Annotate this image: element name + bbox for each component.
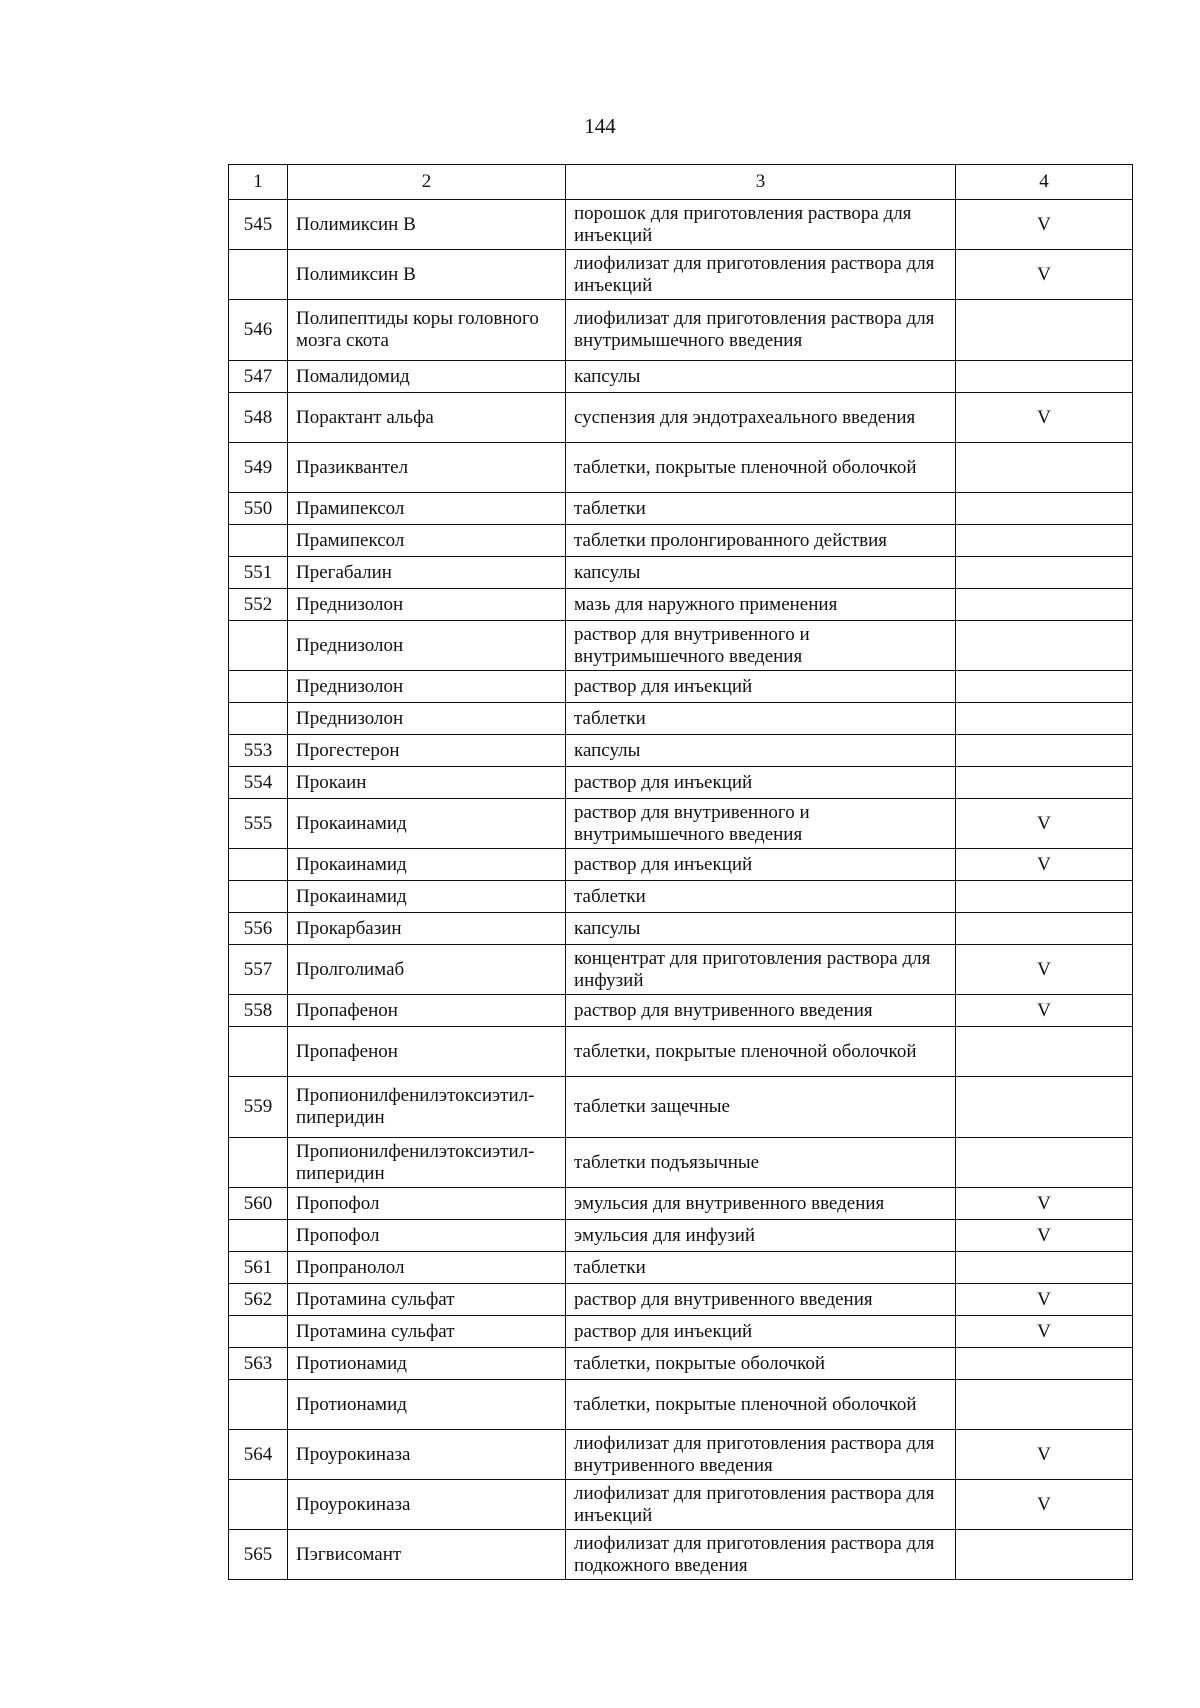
table-body (229, 200, 1133, 1580)
v-mark: V (956, 250, 1133, 300)
dosage-form: раствор для внутривенного введения (566, 1284, 956, 1316)
dosage-form: капсулы (566, 557, 956, 589)
drug-name: Прокарбазин (288, 913, 566, 945)
table-row (229, 995, 1133, 1027)
v-mark (956, 589, 1133, 621)
v-mark: V (956, 995, 1133, 1027)
dosage-form: порошок для приготовления раствора для инъекций (566, 200, 956, 250)
table-row (229, 589, 1133, 621)
v-mark (956, 1077, 1133, 1138)
dosage-form: суспензия для эндотрахеального введения (566, 393, 956, 443)
row-number: 563 (229, 1348, 288, 1380)
dosage-form: таблетки, покрытые пленочной оболочкой (566, 443, 956, 493)
drug-name: Пропофол (288, 1188, 566, 1220)
dosage-form: лиофилизат для приготовления раствора для подкожного введения (566, 1530, 956, 1580)
dosage-form: раствор для инъекций (566, 767, 956, 799)
row-number: 549 (229, 443, 288, 493)
dosage-form: раствор для внутривенного введения (566, 995, 956, 1027)
table-row (229, 945, 1133, 995)
table-row (229, 1027, 1133, 1077)
row-number: 556 (229, 913, 288, 945)
row-number (229, 849, 288, 881)
dosage-form: лиофилизат для приготовления раствора для инъекций (566, 250, 956, 300)
drug-name: Преднизолон (288, 621, 566, 671)
dosage-form: капсулы (566, 913, 956, 945)
v-mark (956, 557, 1133, 589)
v-mark (956, 621, 1133, 671)
drug-name: Прокаин (288, 767, 566, 799)
row-number: 547 (229, 361, 288, 393)
dosage-form: таблетки подъязычные (566, 1138, 956, 1188)
dosage-form: таблетки, покрытые пленочной оболочкой (566, 1027, 956, 1077)
table-row (229, 443, 1133, 493)
table-row (229, 671, 1133, 703)
drug-name: Пропионилфенилэтоксиэтил-пиперидин (288, 1077, 566, 1138)
header-row (229, 165, 1133, 200)
row-number: 558 (229, 995, 288, 1027)
dosage-form: таблетки пролонгированного действия (566, 525, 956, 557)
table-row (229, 1188, 1133, 1220)
drug-name: Прегабалин (288, 557, 566, 589)
dosage-form: таблетки (566, 703, 956, 735)
row-number (229, 881, 288, 913)
row-number (229, 1316, 288, 1348)
table-row (229, 200, 1133, 250)
dosage-form: эмульсия для внутривенного введения (566, 1188, 956, 1220)
row-number (229, 1220, 288, 1252)
dosage-form: таблетки защечные (566, 1077, 956, 1138)
v-mark: V (956, 1430, 1133, 1480)
drug-name: Преднизолон (288, 589, 566, 621)
dosage-form: эмульсия для инфузий (566, 1220, 956, 1252)
drug-name: Прокаинамид (288, 881, 566, 913)
drug-name: Празиквантел (288, 443, 566, 493)
row-number (229, 1480, 288, 1530)
v-mark: V (956, 1284, 1133, 1316)
row-number: 550 (229, 493, 288, 525)
row-number: 553 (229, 735, 288, 767)
row-number: 562 (229, 1284, 288, 1316)
drug-name: Пролголимаб (288, 945, 566, 995)
v-mark (956, 1027, 1133, 1077)
dosage-form: таблетки, покрытые оболочкой (566, 1348, 956, 1380)
row-number: 551 (229, 557, 288, 589)
row-number: 565 (229, 1530, 288, 1580)
header-col-4: 4 (956, 165, 1133, 200)
header-col-1: 1 (229, 165, 288, 200)
v-mark (956, 300, 1133, 361)
drug-name: Прокаинамид (288, 849, 566, 881)
dosage-form: раствор для внутривенного и внутримышечного введения (566, 621, 956, 671)
row-number: 559 (229, 1077, 288, 1138)
table-row (229, 849, 1133, 881)
row-number (229, 671, 288, 703)
drug-name: Прамипексол (288, 493, 566, 525)
header-col-3: 3 (566, 165, 956, 200)
v-mark: V (956, 799, 1133, 849)
v-mark: V (956, 1480, 1133, 1530)
table-row (229, 393, 1133, 443)
drug-name: Преднизолон (288, 671, 566, 703)
drug-name: Преднизолон (288, 703, 566, 735)
v-mark (956, 767, 1133, 799)
drug-name: Полимиксин B (288, 200, 566, 250)
v-mark: V (956, 945, 1133, 995)
v-mark (956, 1530, 1133, 1580)
drug-name: Пропафенон (288, 995, 566, 1027)
drug-list-table (228, 164, 1133, 1580)
v-mark: V (956, 1220, 1133, 1252)
v-mark: V (956, 1188, 1133, 1220)
table-row (229, 1220, 1133, 1252)
drug-name: Пропафенон (288, 1027, 566, 1077)
v-mark: V (956, 393, 1133, 443)
row-number: 554 (229, 767, 288, 799)
row-number (229, 1027, 288, 1077)
dosage-form: раствор для внутривенного и внутримышечного введения (566, 799, 956, 849)
dosage-form: раствор для инъекций (566, 1316, 956, 1348)
table-row (229, 1530, 1133, 1580)
dosage-form: капсулы (566, 735, 956, 767)
table-row (229, 621, 1133, 671)
v-mark (956, 913, 1133, 945)
dosage-form: таблетки (566, 1252, 956, 1284)
dosage-form: лиофилизат для приготовления раствора для внутривенного введения (566, 1430, 956, 1480)
table-row (229, 250, 1133, 300)
row-number: 545 (229, 200, 288, 250)
table-row (229, 1284, 1133, 1316)
dosage-form: раствор для инъекций (566, 849, 956, 881)
row-number: 552 (229, 589, 288, 621)
dosage-form: лиофилизат для приготовления раствора для инъекций (566, 1480, 956, 1530)
table-row (229, 767, 1133, 799)
table-row (229, 1430, 1133, 1480)
row-number (229, 703, 288, 735)
drug-name: Протионамид (288, 1348, 566, 1380)
v-mark (956, 1380, 1133, 1430)
dosage-form: капсулы (566, 361, 956, 393)
v-mark (956, 1138, 1133, 1188)
table-row (229, 913, 1133, 945)
v-mark (956, 703, 1133, 735)
table-row (229, 799, 1133, 849)
row-number: 555 (229, 799, 288, 849)
table-row (229, 1138, 1133, 1188)
table-row (229, 1252, 1133, 1284)
row-number (229, 1380, 288, 1430)
table-row (229, 525, 1133, 557)
dosage-form: лиофилизат для приготовления раствора для внутримышечного введения (566, 300, 956, 361)
table-row (229, 881, 1133, 913)
table-row (229, 1316, 1133, 1348)
drug-name: Проурокиназа (288, 1430, 566, 1480)
table-row (229, 361, 1133, 393)
table-row (229, 493, 1133, 525)
row-number: 564 (229, 1430, 288, 1480)
v-mark (956, 361, 1133, 393)
v-mark (956, 881, 1133, 913)
dosage-form: таблетки (566, 493, 956, 525)
drug-name: Прогестерон (288, 735, 566, 767)
drug-name: Прамипексол (288, 525, 566, 557)
table-row (229, 1480, 1133, 1530)
dosage-form: таблетки, покрытые пленочной оболочкой (566, 1380, 956, 1430)
v-mark (956, 1348, 1133, 1380)
table-row (229, 703, 1133, 735)
drug-name: Протамина сульфат (288, 1316, 566, 1348)
drug-name: Пропионилфенилэтоксиэтил-пиперидин (288, 1138, 566, 1188)
dosage-form: мазь для наружного применения (566, 589, 956, 621)
table-row (229, 1348, 1133, 1380)
row-number: 546 (229, 300, 288, 361)
page-number: 144 (584, 114, 616, 138)
table-row (229, 1380, 1133, 1430)
drug-name: Пропранолол (288, 1252, 566, 1284)
drug-name: Порактант альфа (288, 393, 566, 443)
table-row (229, 557, 1133, 589)
row-number: 557 (229, 945, 288, 995)
table-row (229, 1077, 1133, 1138)
drug-name: Протионамид (288, 1380, 566, 1430)
v-mark: V (956, 1316, 1133, 1348)
header-col-2: 2 (288, 165, 566, 200)
row-number: 561 (229, 1252, 288, 1284)
row-number (229, 525, 288, 557)
row-number: 560 (229, 1188, 288, 1220)
dosage-form: концентрат для приготовления раствора для инфузий (566, 945, 956, 995)
table-row (229, 735, 1133, 767)
v-mark (956, 443, 1133, 493)
drug-name: Помалидомид (288, 361, 566, 393)
drug-name: Прокаинамид (288, 799, 566, 849)
row-number (229, 250, 288, 300)
drug-name: Пропофол (288, 1220, 566, 1252)
dosage-form: раствор для инъекций (566, 671, 956, 703)
drug-name: Проурокиназа (288, 1480, 566, 1530)
drug-name: Полимиксин B (288, 250, 566, 300)
v-mark: V (956, 200, 1133, 250)
v-mark (956, 735, 1133, 767)
v-mark (956, 671, 1133, 703)
table-row (229, 300, 1133, 361)
drug-name: Полипептиды коры головного мозга скота (288, 300, 566, 361)
v-mark (956, 493, 1133, 525)
row-number (229, 621, 288, 671)
v-mark (956, 525, 1133, 557)
row-number (229, 1138, 288, 1188)
dosage-form: таблетки (566, 881, 956, 913)
drug-name: Протамина сульфат (288, 1284, 566, 1316)
row-number: 548 (229, 393, 288, 443)
v-mark (956, 1252, 1133, 1284)
v-mark: V (956, 849, 1133, 881)
drug-name: Пэгвисомант (288, 1530, 566, 1580)
